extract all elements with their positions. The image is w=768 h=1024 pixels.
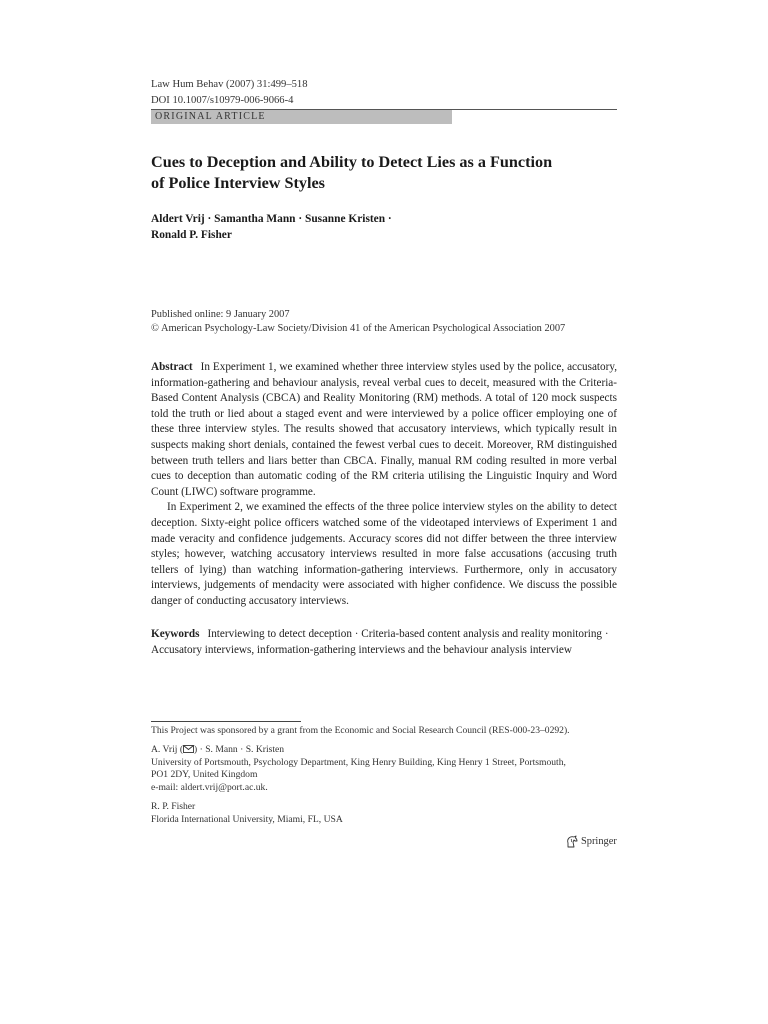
affiliation-1-names-a: A. Vrij ( bbox=[151, 743, 184, 755]
footnote-block bbox=[151, 725, 621, 827]
abstract-paragraph-1 bbox=[151, 360, 617, 500]
publication-info bbox=[151, 308, 565, 337]
paper-title bbox=[151, 152, 621, 194]
journal-header bbox=[151, 77, 308, 108]
abstract-paragraph-2: In Experiment 2, we examined the effects of the three police interview styles on the ability to detect deception. Sixty-eight police officers watched some of the videotaped interviews of Experiment 1 and made veracity and confidence judgements. Accuracy scores did not differ between the three interview styles; however, watching accusatory interviews resulted in more false accusations (accusing truth tellers of lying) than watching information-gathering interviews. Furthermore, only in accusatory interviews, judgements of mendacity were associated with higher confidence. We discuss the possible danger of conducting accusatory interviews. bbox=[151, 501, 617, 607]
copyright-line bbox=[151, 322, 565, 336]
funding-note: This Project was sponsored by a grant from the Economic and Social Research Council (RES-000-23–0292). bbox=[151, 725, 570, 736]
affiliation-1-email[interactable]: e-mail: aldert.vrij@port.ac.uk. bbox=[151, 782, 268, 794]
affiliation-1-names bbox=[151, 744, 621, 757]
authors-line-2: Ronald P. Fisher bbox=[151, 228, 232, 241]
doi-line: DOI 10.1007/s10979-006-9066-4 bbox=[151, 94, 294, 106]
affiliation-2-institution: Florida International University, Miami, FL, USA bbox=[151, 813, 343, 825]
title-line-1: Cues to Deception and Ability to Detect Lies as a Function bbox=[151, 153, 553, 171]
keywords-section bbox=[151, 627, 617, 658]
affiliation-1-names-b: ) · S. Mann · S. Kristen bbox=[194, 743, 285, 755]
abstract-heading: Abstract bbox=[151, 361, 193, 373]
author-list bbox=[151, 212, 621, 243]
affiliation-1-postcode: PO1 2DY, United Kingdom bbox=[151, 769, 258, 781]
publisher-logo bbox=[565, 835, 617, 849]
springer-horse-icon bbox=[565, 835, 579, 849]
copyright-text: American Psychology-Law Society/Division 41 of the American Psychological Association 2007 bbox=[160, 323, 566, 335]
publisher-name: Springer bbox=[581, 836, 617, 847]
abstract-text-1: In Experiment 1, we examined whether three interview styles used by the police, accusatory, information-gathering and behaviour analysis, reveal verbal cues to deceit, measured with the Criteria-Based Content Analysis (CBCA) and Reality Monitoring (RM) methods. A total of 120 mock suspects told the truth or lied about a staged event and were interviewed by a police officer employing one of these three interview styles. The results showed that accusatory interviews, which typically result in suspects making short denials, contained the fewest verbal cues to deceit. Moreover, RM distinguished between truth tellers and liars better than CBCA. Finally, manual RM coding resulted in more verbal cues to deception than automatic coding of the RM criteria utilising the Linguistic Inquiry and Word Count (LIWC) software programme. bbox=[151, 361, 617, 498]
copyright-symbol: © bbox=[151, 323, 159, 335]
title-line-2: of Police Interview Styles bbox=[151, 174, 325, 192]
envelope-icon bbox=[183, 744, 194, 755]
keywords-heading: Keywords bbox=[151, 628, 200, 640]
affiliation-1-institution: University of Portsmouth, Psychology Department, King Henry Building, King Henry 1 Street, Portsmouth, bbox=[151, 756, 566, 768]
authors-line-1: Aldert Vrij · Samantha Mann · Susanne Kristen · bbox=[151, 213, 392, 225]
published-date: Published online: 9 January 2007 bbox=[151, 309, 290, 320]
affiliation-2-name: R. P. Fisher bbox=[151, 800, 196, 812]
keywords-text: Interviewing to detect deception · Criteria-based content analysis and reality monitoring · Accusatory interviews, information-gathering interviews and the behaviour analysis interview bbox=[151, 628, 609, 656]
footnote-rule bbox=[151, 721, 301, 722]
abstract-section bbox=[151, 360, 617, 610]
article-type-banner: ORIGINAL ARTICLE bbox=[151, 110, 452, 124]
journal-citation: Law Hum Behav (2007) 31:499–518 bbox=[151, 79, 308, 90]
